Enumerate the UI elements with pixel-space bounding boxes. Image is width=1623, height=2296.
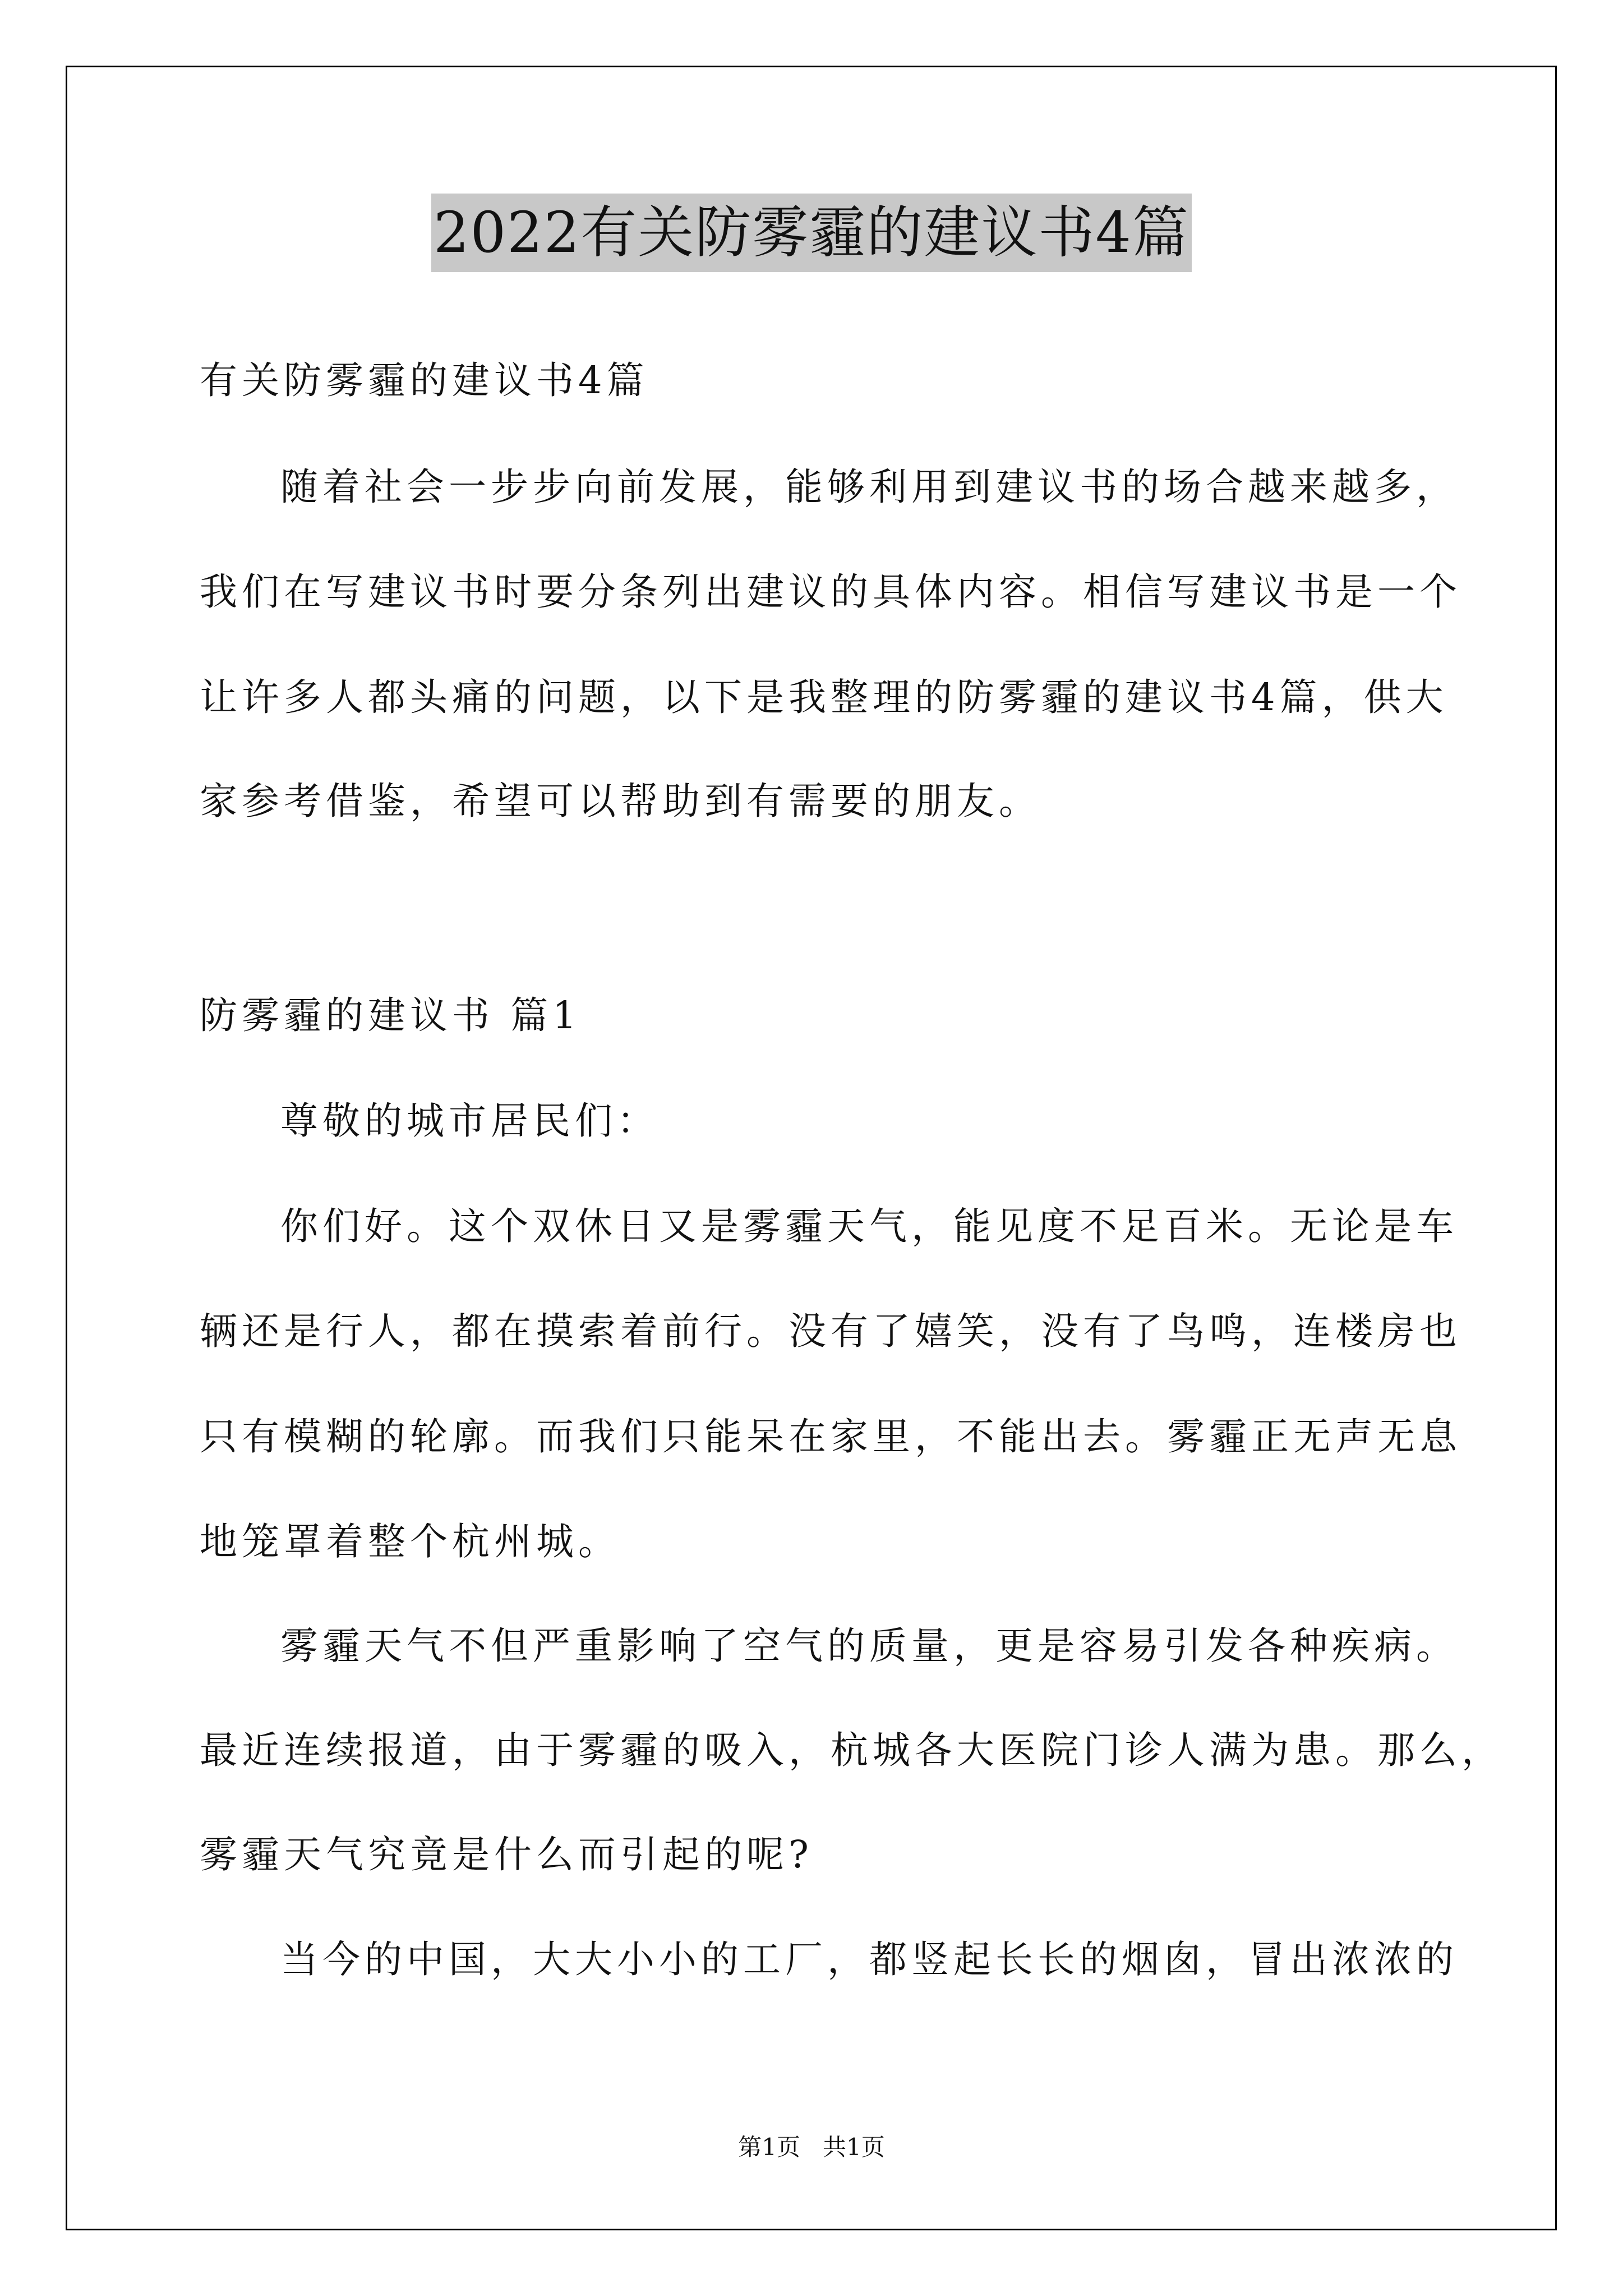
document-subtitle: 有关防雾霾的建议书4篇 [200,358,649,402]
para1-line-1: 你们好。这个双休日又是雾霾天气，能见度不足百米。无论是车 [280,1204,1458,1248]
para2-line-1: 雾霾天气不但严重影响了空气的质量，更是容易引发各种疾病。 [280,1624,1458,1668]
section-heading: 防雾霾的建议书 篇1 [200,993,581,1037]
para1-line-3: 只有模糊的轮廓。而我们只能呆在家里，不能出去。雾霾正无声无息 [200,1415,1461,1458]
para3-line-1: 当今的中国，大大小小的工厂，都竖起长长的烟囱，冒出浓浓的 [280,1938,1458,1981]
intro-line-2: 我们在写建议书时要分条列出建议的具体内容。相信写建议书是一个 [200,570,1461,614]
para1-line-2: 辆还是行人，都在摸索着前行。没有了嬉笑，没有了鸟鸣，连楼房也 [200,1309,1461,1353]
page-footer: 第1页 共1页 [738,2133,885,2161]
intro-line-1: 随着社会一步步向前发展，能够利用到建议书的场合越来越多， [280,465,1458,509]
para2-line-3: 雾霾天气究竟是什么而引起的呢? [200,1833,813,1876]
para1-line-4: 地笼罩着整个杭州城。 [200,1520,620,1563]
title-wrap [0,194,1623,272]
para2-line-2: 最近连续报道，由于雾霾的吸入，杭城各大医院门诊人满为患。那么， [200,1728,1504,1772]
intro-line-4: 家参考借鉴，希望可以帮助到有需要的朋友。 [200,779,1041,823]
salutation: 尊敬的城市居民们： [280,1099,659,1143]
document-title: 2022有关防雾霾的建议书4篇 [431,194,1192,272]
intro-line-3: 让许多人都头痛的问题，以下是我整理的防雾霾的建议书4篇，供大 [200,675,1448,719]
